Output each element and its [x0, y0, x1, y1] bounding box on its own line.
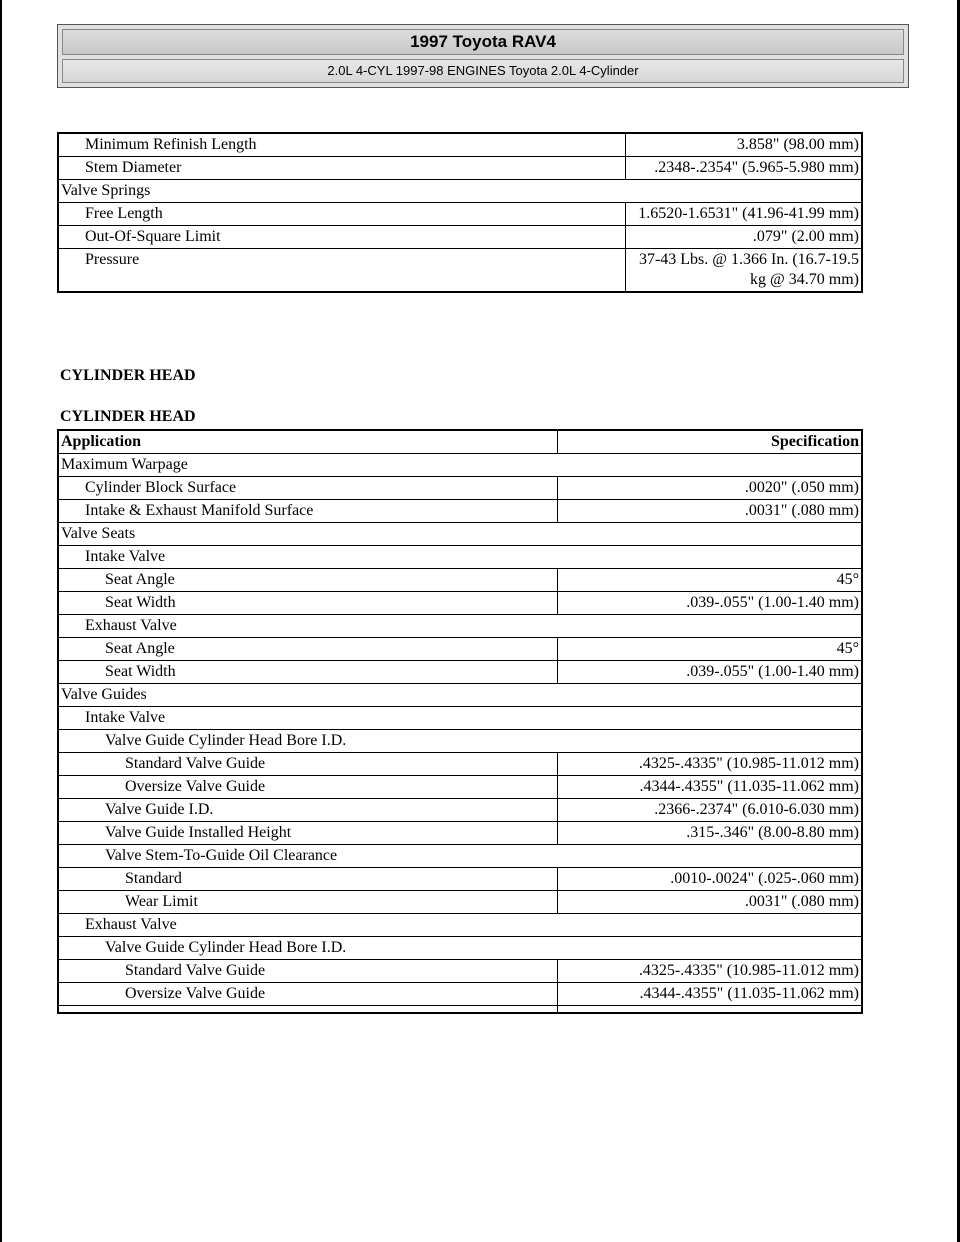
spec-value: .4325-.4335" (10.985-11.012 mm)	[558, 753, 863, 776]
spec-value: .4344-.4355" (11.035-11.062 mm)	[558, 983, 863, 1006]
table-section-row	[58, 180, 862, 203]
table-row-empty	[58, 1006, 862, 1014]
spec-label: Standard	[58, 868, 558, 891]
section-label: Maximum Warpage	[58, 454, 862, 477]
table-section-row	[58, 523, 862, 546]
section-heading: CYLINDER HEAD	[60, 367, 196, 384]
spec-value: .0010-.0024" (.025-.060 mm)	[558, 868, 863, 891]
table-subsection-row	[58, 730, 862, 753]
column-header-application: Application	[58, 430, 558, 454]
spec-label: Free Length	[58, 203, 626, 226]
spec-label: Seat Width	[58, 661, 558, 684]
spec-label: Pressure	[58, 249, 626, 293]
table-subsection-row	[58, 937, 862, 960]
spec-value: .315-.346" (8.00-8.80 mm)	[558, 822, 863, 845]
subsection-label: Exhaust Valve	[58, 615, 862, 638]
table-subsection-row	[58, 615, 862, 638]
table-subsection-row	[58, 914, 862, 937]
table-section-row	[58, 684, 862, 707]
valve-spec-table	[57, 132, 863, 293]
subsection-label: Valve Guide Cylinder Head Bore I.D.	[58, 730, 862, 753]
spec-value: 1.6520-1.6531" (41.96-41.99 mm)	[626, 203, 863, 226]
table-row	[58, 983, 862, 1006]
spec-value: 3.858" (98.00 mm)	[626, 133, 863, 157]
spec-label: Oversize Valve Guide	[58, 983, 558, 1006]
spec-label: Seat Angle	[58, 638, 558, 661]
table-subsection-row	[58, 707, 862, 730]
spec-label: Standard Valve Guide	[58, 753, 558, 776]
table-section-row	[58, 454, 862, 477]
empty-cell	[58, 1006, 558, 1014]
spec-value: .2366-.2374" (6.010-6.030 mm)	[558, 799, 863, 822]
table-title: CYLINDER HEAD	[60, 408, 196, 425]
spec-label: Valve Guide I.D.	[58, 799, 558, 822]
column-header-specification: Specification	[558, 430, 863, 454]
table-row	[58, 500, 862, 523]
spec-value: 45°	[558, 638, 863, 661]
spec-label: Wear Limit	[58, 891, 558, 914]
table-row	[58, 960, 862, 983]
spec-label: Oversize Valve Guide	[58, 776, 558, 799]
table-row	[58, 776, 862, 799]
table-row	[58, 592, 862, 615]
table-row	[58, 661, 862, 684]
table-row	[58, 249, 862, 293]
table-row	[58, 822, 862, 845]
spec-label: Intake & Exhaust Manifold Surface	[58, 500, 558, 523]
empty-cell	[558, 1006, 863, 1014]
table-row	[58, 157, 862, 180]
table-row	[58, 226, 862, 249]
subsection-label: Valve Guide Cylinder Head Bore I.D.	[58, 937, 862, 960]
table-row	[58, 799, 862, 822]
spec-value: .0031" (.080 mm)	[558, 891, 863, 914]
spec-value: .4325-.4335" (10.985-11.012 mm)	[558, 960, 863, 983]
header-title: 1997 Toyota RAV4	[62, 29, 904, 55]
table-header-row	[58, 430, 862, 454]
spec-value: 45°	[558, 569, 863, 592]
page-border-left	[0, 0, 2, 1242]
section-label: Valve Guides	[58, 684, 862, 707]
table-row	[58, 753, 862, 776]
table-subsection-row	[58, 546, 862, 569]
page-header	[57, 24, 909, 88]
spec-value: .039-.055" (1.00-1.40 mm)	[558, 592, 863, 615]
subsection-label: Intake Valve	[58, 546, 862, 569]
spec-value: .039-.055" (1.00-1.40 mm)	[558, 661, 863, 684]
spec-label: Seat Angle	[58, 569, 558, 592]
table-row	[58, 868, 862, 891]
spec-value: .4344-.4355" (11.035-11.062 mm)	[558, 776, 863, 799]
spec-label: Standard Valve Guide	[58, 960, 558, 983]
spec-label: Stem Diameter	[58, 157, 626, 180]
section-label: Valve Springs	[58, 180, 862, 203]
spec-value: 37-43 Lbs. @ 1.366 In. (16.7-19.5 kg @ 34.70 mm)	[626, 249, 863, 293]
subsection-label: Valve Stem-To-Guide Oil Clearance	[58, 845, 862, 868]
section-label: Valve Seats	[58, 523, 862, 546]
table-row	[58, 203, 862, 226]
spec-label: Cylinder Block Surface	[58, 477, 558, 500]
spec-label: Minimum Refinish Length	[58, 133, 626, 157]
subsection-label: Intake Valve	[58, 707, 862, 730]
table-row	[58, 891, 862, 914]
table-row	[58, 638, 862, 661]
table-row	[58, 133, 862, 157]
spec-label: Out-Of-Square Limit	[58, 226, 626, 249]
spec-value: .0031" (.080 mm)	[558, 500, 863, 523]
spec-value: .2348-.2354" (5.965-5.980 mm)	[626, 157, 863, 180]
table-subsection-row	[58, 845, 862, 868]
table-row	[58, 477, 862, 500]
table-row	[58, 569, 862, 592]
header-subtitle: 2.0L 4-CYL 1997-98 ENGINES Toyota 2.0L 4-Cylinder	[62, 59, 904, 83]
cylinder-head-table	[57, 429, 863, 1014]
spec-label: Seat Width	[58, 592, 558, 615]
subsection-label: Exhaust Valve	[58, 914, 862, 937]
spec-value: .0020" (.050 mm)	[558, 477, 863, 500]
spec-value: .079" (2.00 mm)	[626, 226, 863, 249]
spec-label: Valve Guide Installed Height	[58, 822, 558, 845]
